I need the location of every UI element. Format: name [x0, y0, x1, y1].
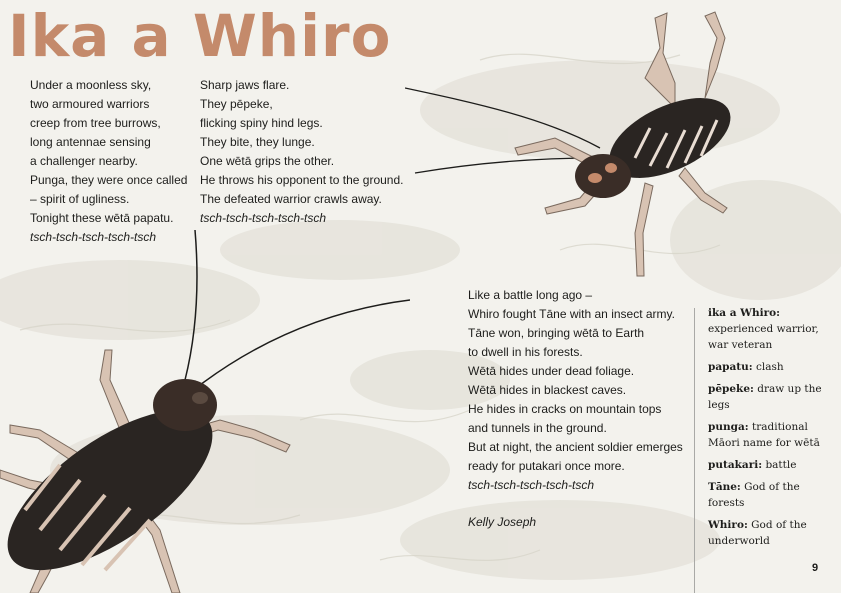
poem-line: Punga, they were once called: [30, 173, 188, 187]
glossary-entry: [708, 479, 836, 511]
poem-line: Sharp jaws flare.: [200, 78, 290, 92]
glossary: [708, 305, 836, 555]
weta-illustration-bottom: [0, 230, 410, 593]
glossary-definition: draw up the legs: [708, 383, 822, 411]
poem-line: He throws his opponent to the ground.: [200, 173, 404, 187]
glossary-term: pēpeke:: [708, 383, 754, 395]
poem-line: flicking spiny hind legs.: [200, 116, 323, 130]
poem-line: He hides in cracks on mountain tops: [468, 402, 662, 416]
glossary-definition: God of the underworld: [708, 519, 807, 547]
poem-line: ready for putakari once more.: [468, 459, 625, 473]
page-title: Ika a Whiro: [8, 2, 392, 70]
poem-line: Tāne won, bringing wētā to Earth: [468, 326, 645, 340]
poem-line: – spirit of ugliness.: [30, 192, 130, 206]
poem-stanza-3: [468, 286, 683, 495]
glossary-entry: [708, 517, 836, 549]
glossary-term: ika a Whiro:: [708, 307, 781, 319]
poem-line: Like a battle long ago –: [468, 288, 593, 302]
glossary-definition: clash: [756, 361, 784, 373]
poem-line: two armoured warriors: [30, 97, 150, 111]
glossary-term: Whiro:: [708, 519, 748, 531]
poem-line: The defeated warrior crawls away.: [200, 192, 382, 206]
page-number: 9: [812, 562, 819, 574]
poem-refrain: tsch-tsch-tsch-tsch-tsch: [468, 478, 595, 492]
glossary-term: putakari:: [708, 459, 763, 471]
poem-line: long antennae sensing: [30, 135, 151, 149]
glossary-entry: [708, 359, 836, 375]
poem-line: Whiro fought Tāne with an insect army.: [468, 307, 675, 321]
poem-line: But at night, the ancient soldier emerges: [468, 440, 683, 454]
glossary-definition: God of the forests: [708, 481, 800, 509]
glossary-entry: [708, 305, 836, 353]
glossary-entry: [708, 419, 836, 451]
glossary-entry: [708, 381, 836, 413]
poem-line: Wētā hides under dead foliage.: [468, 364, 635, 378]
poem-stanza-2: [200, 76, 403, 228]
poem-line: Tonight these wētā papatu.: [30, 211, 174, 225]
poem-stanza-1: [30, 76, 187, 247]
glossary-divider: [694, 308, 695, 593]
poem-refrain: tsch-tsch-tsch-tsch-tsch: [200, 211, 327, 225]
weta-illustration-top: [405, 8, 735, 280]
poem-line: Wētā hides in blackest caves.: [468, 383, 627, 397]
glossary-definition: battle: [765, 459, 797, 471]
poem-line: They pēpeke,: [200, 97, 273, 111]
author-name: Kelly Joseph: [468, 515, 537, 529]
glossary-entry: [708, 457, 836, 473]
glossary-term: Tāne:: [708, 481, 741, 493]
glossary-definition: experienced warrior, war veteran: [708, 323, 819, 351]
poem-refrain: tsch-tsch-tsch-tsch-tsch: [30, 230, 157, 244]
poem-line: to dwell in his forests.: [468, 345, 583, 359]
poem-line: One wētā grips the other.: [200, 154, 335, 168]
glossary-term: punga:: [708, 421, 749, 433]
glossary-definition: traditional Māori name for wētā: [708, 421, 820, 449]
poem-line: They bite, they lunge.: [200, 135, 315, 149]
poem-line: a challenger nearby.: [30, 154, 138, 168]
glossary-term: papatu:: [708, 361, 753, 373]
poem-line: Under a moonless sky,: [30, 78, 152, 92]
poem-line: creep from tree burrows,: [30, 116, 161, 130]
poem-line: and tunnels in the ground.: [468, 421, 607, 435]
